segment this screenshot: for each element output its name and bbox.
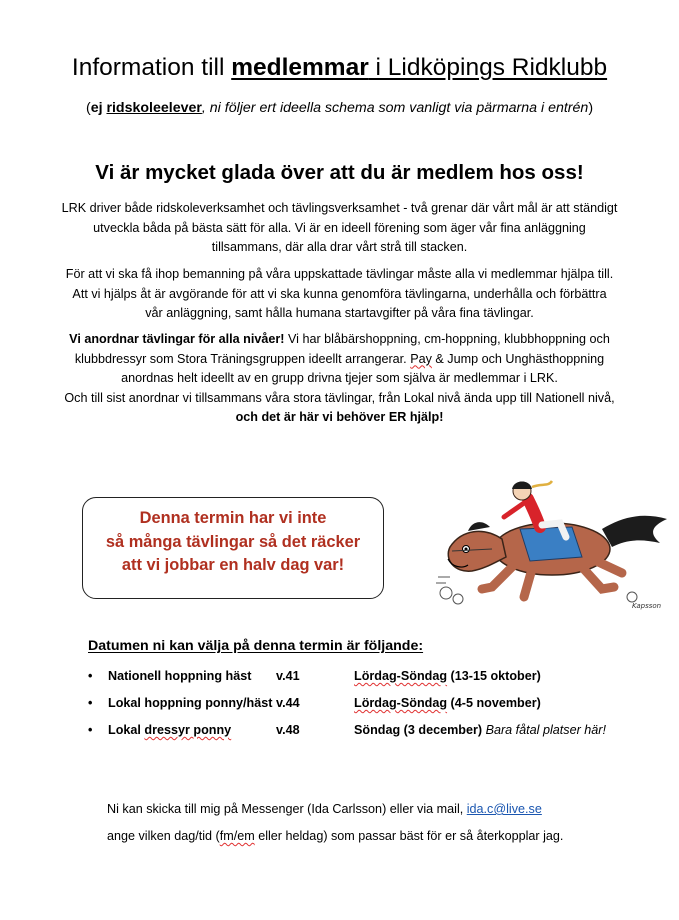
main-heading: Vi är mycket glada över att du är medlem hos oss!	[95, 161, 584, 184]
paragraph-help: För att vi ska få ihop bemanning på våra uppskattade tävlingar måste alla vi medlemmar hjälpa till. Att vi hjälps åt är avgörande för att vi ska kunna genomföra tävlingarna, underhålla och förbättra vår anläggning, samt hålla humana startavgifter på våra fina tävlingar.	[65, 267, 614, 320]
horse-rider-cartoon-icon	[432, 477, 672, 612]
list-item: • Lokal dressyr ponny v.48 Söndag (3 december) Bara fåtal platser här!	[88, 723, 606, 737]
paragraph-competitions: Vi anordnar tävlingar för alla nivåer! Vi har blåbärshoppning, cm-hoppning, klubbhoppning och klubbdressyr som Stora Träningsgruppen ideellt arrangerar. Pay & Jump och Unghästhoppning anordnas helt ideellt av en grupp drivna tjejer som själva är medlemmar i LRK. Och till sist anordnar vi tillsammans våra stora tävlingar, från Lokal nivå ända upp till Nationell nivå, och det är här vi behöver ER hjälp!	[64, 332, 615, 424]
paragraph-intro: LRK driver både ridskoleverksamhet och tävlingsverksamhet - två grenar där vårt mål är att ständigt utveckla båda på bästa sätt för alla. Vi är en ideell förening som äger vår fina anläggning tillsammans, där alla drar vårt strå till stacken.	[61, 201, 618, 254]
title-part1: Information till	[71, 54, 232, 81]
list-item: • Lokal hoppning ponny/häst v.44 Lördag-Söndag (4-5 november)	[88, 696, 541, 710]
callout-text: Denna termin har vi inte så många tävlingar så det räcker att vi jobbar en halv dag var!	[105, 509, 361, 574]
email-link[interactable]: ida.c@live.se	[466, 802, 542, 816]
page-title	[0, 54, 679, 82]
contact-line: Ni kan skicka till mig på Messenger (Ida Carlsson) eller via mail, ida.c@live.se	[107, 802, 542, 816]
dates-heading: Datumen ni kan välja på denna termin är följande:	[88, 638, 424, 654]
illustration-signature: Kapsson	[632, 602, 662, 610]
title-part2: i Lidköpings Ridklubb	[368, 54, 608, 81]
list-item: • Nationell hoppning häst v.41 Lördag-Söndag (13-15 oktober)	[88, 669, 541, 683]
subtitle: (ej ridskoleelever, ni följer ert ideella schema som vanligt via pärmarna i entrén)	[85, 100, 594, 116]
title-bold: medlemmar	[231, 54, 369, 81]
contact-instructions: ange vilken dag/tid (fm/em eller heldag) som passar bäst för er så återkopplar jag.	[107, 829, 564, 843]
